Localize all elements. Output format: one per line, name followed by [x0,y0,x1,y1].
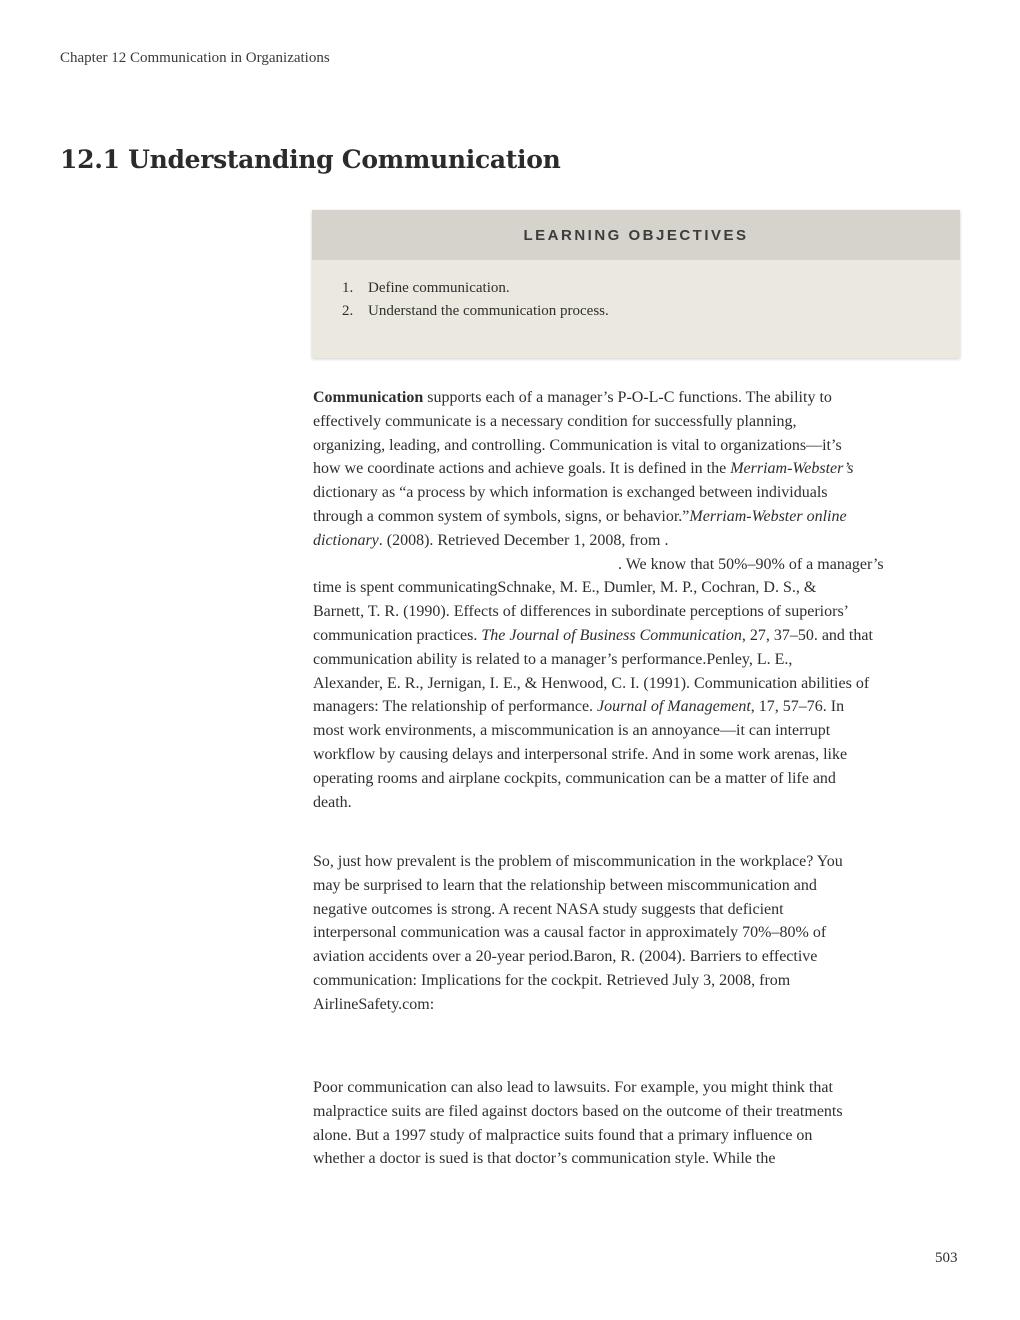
text-run: malpractice suits are filed against doctors based on the outcome of their treatments [313,1102,843,1120]
text-run: AirlineSafety.com: [313,995,435,1013]
text-line [313,529,963,553]
text-run: negative outcomes is strong. A recent NASA study suggests that deficient [313,900,784,918]
text-run: through a common system of symbols, signs, or behavior.” [313,507,690,525]
text-line [313,791,963,815]
body-paragraph [313,850,963,1017]
text-line [313,648,963,672]
text-line [313,969,963,993]
text-line [313,945,963,969]
text-run: supports each of a manager’s P-O-L-C functions. The ability to [423,389,832,406]
objective-number: 2. [342,303,354,319]
text-run: most work environments, a miscommunication is an annoyance—it can interrupt [313,722,831,740]
text-line [313,410,963,434]
text-run: how we coordinate actions and achieve goals. It is defined in the [313,460,731,478]
text-line [313,1100,963,1124]
text-run: interpersonal communication was a causal factor in approximately 70%–80% of [313,924,827,942]
section-title: 12.1 Understanding Communication [60,145,561,174]
text-run: Poor communication can also lead to lawsuits. For example, you might think that [313,1079,833,1096]
body-paragraph [313,1076,963,1171]
citation-title: Journal of Management [597,698,751,716]
text-run: workflow by causing delays and interpersonal strife. And in some work arenas, like [313,745,848,763]
text-run: may be surprised to learn that the relationship between miscommunication and [313,876,817,894]
text-run: alone. But a 1997 study of malpractice suits found that a primary influence on [313,1126,813,1144]
text-line [313,743,963,767]
text-line [313,505,963,529]
learning-objectives-heading: LEARNING OBJECTIVES [312,210,960,260]
text-line [313,767,963,791]
text-line [313,695,963,719]
text-run: operating rooms and airplane cockpits, communication can be a matter of life and [313,769,836,787]
text-run: dictionary as “a process by which information is exchanged between individuals [313,484,828,502]
text-run: , 17, 57–76. In [750,698,845,716]
text-line [313,1076,963,1100]
citation-title: dictionary [313,531,379,549]
text-line [313,576,963,600]
text-run: Alexander, E. R., Jernigan, I. E., & Henwood, C. I. (1991). Communication abilities of [313,674,870,692]
text-line [313,672,963,696]
citation-title: Merriam-Webster online [689,507,847,525]
text-line [313,457,963,481]
text-line [313,874,963,898]
text-line [313,553,963,577]
learning-objectives-list [312,260,960,326]
text-run: effectively communicate is a necessary condition for successfully planning, [313,412,797,430]
text-line [313,1147,963,1171]
objective-number: 1. [342,280,354,296]
text-run: managers: The relationship of performance. [313,698,598,716]
text-line [313,921,963,945]
running-head: Chapter 12 Communication in Organizations [60,50,330,66]
text-run: whether a doctor is sued is that doctor’s communication style. While the [313,1150,776,1168]
text-run: communication: Implications for the cockpit. Retrieved July 3, 2008, from [313,971,791,989]
text-line [313,850,963,874]
text-line [313,898,963,922]
text-line [313,481,963,505]
text-line [313,719,963,743]
text-run: organizing, leading, and controlling. Communication is vital to organizations—it’s [313,436,842,454]
text-run: . (2008). Retrieved December 1, 2008, from . [378,531,669,549]
key-term: Communication [313,389,424,406]
text-line [313,993,963,1017]
text-line [313,1124,963,1148]
objective-item [312,303,960,326]
text-run: death. [313,793,352,811]
text-run: , 27, 37–50. and that [741,626,873,644]
text-line [313,386,963,410]
text-run: aviation accidents over a 20-year period.Baron, R. (2004). Barriers to effective [313,948,818,966]
text-run: communication ability is related to a manager’s performance.Penley, L. E., [313,650,793,668]
citation-title: Merriam-Webster’s [730,460,854,478]
body-paragraph [313,386,963,814]
text-run: communication practices. [313,626,482,644]
objective-text: Understand the communication process. [368,303,609,319]
learning-objectives-box [312,210,960,358]
text-line [313,434,963,458]
objective-text: Define communication. [368,280,510,296]
objective-item [312,280,960,303]
page-number: 503 [935,1250,958,1266]
text-run: . We know that 50%–90% of a manager’s [618,555,884,573]
text-line [313,624,963,648]
text-run: time is spent communicatingSchnake, M. E., Dumler, M. P., Cochran, D. S., & [313,579,817,597]
text-line [313,600,963,624]
text-run: So, just how prevalent is the problem of miscommunication in the workplace? You [313,853,843,870]
citation-title: The Journal of Business Communication [481,626,742,644]
text-run: Barnett, T. R. (1990). Effects of differences in subordinate perceptions of superiors’ [313,603,849,621]
